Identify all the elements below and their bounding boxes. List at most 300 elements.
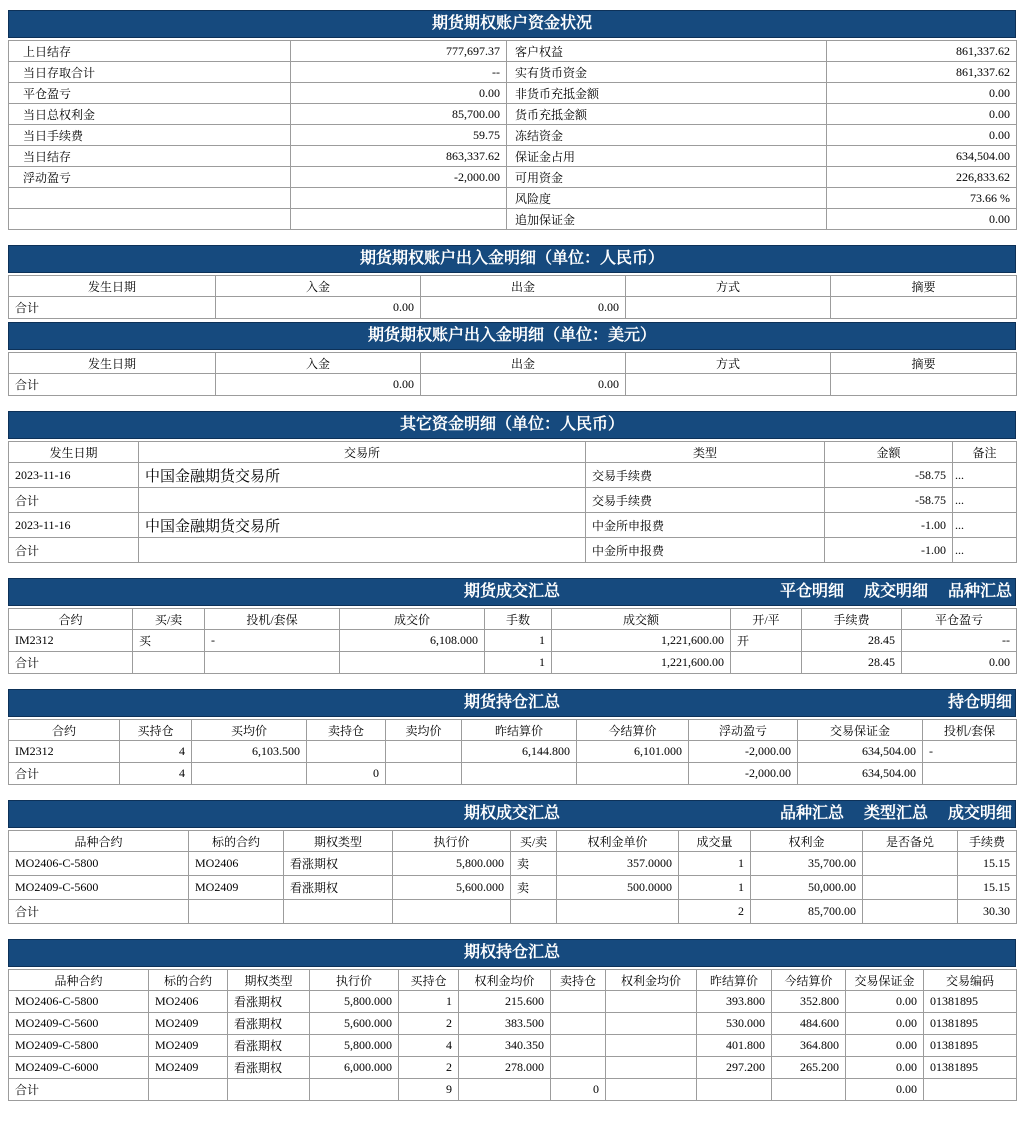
table-row [9, 763, 1017, 785]
cell: 5,800.000 [393, 852, 511, 876]
cell: 634,504.00 [798, 741, 923, 763]
cell: 6,000.000 [310, 1057, 399, 1079]
table-body [9, 852, 1017, 924]
cell [831, 374, 1017, 396]
cell: 中国金融期货交易所 [139, 513, 586, 538]
column-header: 卖均价 [386, 720, 462, 741]
cell [9, 209, 291, 230]
cell: 634,504.00 [798, 763, 923, 785]
cell [511, 900, 557, 924]
cell: MO2409 [189, 876, 284, 900]
cell [310, 1079, 399, 1101]
column-header: 入金 [216, 276, 421, 297]
column-header: 品种合约 [9, 970, 149, 991]
cell: -2,000.00 [291, 167, 507, 188]
fund-status-section [8, 10, 1016, 230]
cell: 看涨期权 [228, 1057, 310, 1079]
cell: 861,337.62 [827, 41, 1017, 62]
cell [139, 488, 586, 513]
cell: 6,103.500 [192, 741, 307, 763]
cell: 4 [120, 763, 192, 785]
cell: 0.00 [846, 1013, 924, 1035]
cell [606, 1079, 697, 1101]
column-header: 是否备兑 [863, 831, 958, 852]
cell [291, 188, 507, 209]
cell: 当日结存 [9, 146, 291, 167]
column-header: 标的合约 [189, 831, 284, 852]
cell: 215.600 [459, 991, 551, 1013]
table-row [9, 1035, 1017, 1057]
cell: 01381895 [924, 991, 1017, 1013]
cell: 1 [399, 991, 459, 1013]
column-header: 平仓盈亏 [902, 609, 1017, 630]
cell: 863,337.62 [291, 146, 507, 167]
cell [551, 1057, 606, 1079]
table-body [9, 374, 1017, 396]
table-row [9, 991, 1017, 1013]
cash-flow-cny-title-bar [8, 245, 1016, 273]
column-header: 发生日期 [9, 276, 216, 297]
cell: 297.200 [697, 1057, 772, 1079]
other-funds-table [8, 441, 1017, 563]
cell: MO2409-C-5800 [9, 1035, 149, 1057]
cell [551, 991, 606, 1013]
table-row [9, 463, 1017, 488]
cell: 风险度 [507, 188, 827, 209]
cell: 0.00 [846, 1079, 924, 1101]
table-header-row [9, 831, 1017, 852]
cell: 0.00 [216, 297, 421, 319]
table-row [9, 652, 1017, 674]
cell: 15.15 [958, 852, 1017, 876]
cell: MO2406-C-5800 [9, 991, 149, 1013]
cell [139, 538, 586, 563]
cell: 上日结存 [9, 41, 291, 62]
table-row [9, 62, 1017, 83]
section-title: 期货持仓汇总 [463, 694, 560, 711]
cell [577, 763, 689, 785]
column-header: 交易保证金 [798, 720, 923, 741]
cell: 30.30 [958, 900, 1017, 924]
cell: 5,600.000 [310, 1013, 399, 1035]
cell: 客户权益 [507, 41, 827, 62]
cell: MO2409 [149, 1013, 228, 1035]
cell: 6,101.000 [577, 741, 689, 763]
column-header: 昨结算价 [697, 970, 772, 991]
cell: 中金所申报费 [586, 538, 825, 563]
cell: 5,600.000 [393, 876, 511, 900]
table-body [9, 741, 1017, 785]
column-header: 金额 [825, 442, 953, 463]
section-title: 期货期权账户出入金明细（单位：美元） [367, 327, 656, 344]
cell: 28.45 [802, 652, 902, 674]
cell: 4 [399, 1035, 459, 1057]
cell: 合计 [9, 374, 216, 396]
column-header: 交易保证金 [846, 970, 924, 991]
column-header: 出金 [421, 353, 626, 374]
cell: -- [902, 630, 1017, 652]
column-header: 合约 [9, 609, 133, 630]
column-header: 交易所 [139, 442, 586, 463]
cell [192, 763, 307, 785]
cell: -58.75 [825, 488, 953, 513]
cell: 357.0000 [557, 852, 679, 876]
options-trades-table [8, 830, 1017, 924]
table-row [9, 513, 1017, 538]
cell: IM2312 [9, 741, 120, 763]
cell [606, 1013, 697, 1035]
cell: 合计 [9, 763, 120, 785]
link-close-detail[interactable]: 平仓明细 [779, 583, 844, 600]
cell [923, 763, 1017, 785]
cell: -1.00 [825, 538, 953, 563]
cell: 50,000.00 [751, 876, 863, 900]
cell: 实有货币资金 [507, 62, 827, 83]
column-header: 品种合约 [9, 831, 189, 852]
cell: 可用资金 [507, 167, 827, 188]
column-header: 买/卖 [511, 831, 557, 852]
cell: 861,337.62 [827, 62, 1017, 83]
column-header: 交易编码 [924, 970, 1017, 991]
column-header: 执行价 [393, 831, 511, 852]
table-row [9, 1057, 1017, 1079]
cell: 0.00 [421, 297, 626, 319]
cell: 合计 [9, 652, 133, 674]
cell: 合计 [9, 900, 189, 924]
cell: ... [953, 538, 1017, 563]
cash-flow-cny-section [8, 245, 1016, 319]
link-variety-summary[interactable]: 品种汇总 [779, 805, 844, 822]
cell: 中国金融期货交易所 [139, 463, 586, 488]
table-header-row [9, 970, 1017, 991]
column-header: 卖持仓 [307, 720, 386, 741]
column-header: 期权类型 [284, 831, 393, 852]
cell [626, 374, 831, 396]
cell: ... [953, 488, 1017, 513]
cell [9, 188, 291, 209]
cell: 2 [679, 900, 751, 924]
cell: 6,144.800 [462, 741, 577, 763]
table-row [9, 876, 1017, 900]
table-row [9, 167, 1017, 188]
table-header-row [9, 720, 1017, 741]
column-header: 投机/套保 [205, 609, 340, 630]
options-trades-section [8, 800, 1016, 924]
cell: 73.66 % [827, 188, 1017, 209]
column-header: 出金 [421, 276, 626, 297]
cell: 226,833.62 [827, 167, 1017, 188]
cell [772, 1079, 846, 1101]
table-body [9, 630, 1017, 674]
table-body [9, 991, 1017, 1101]
table-row [9, 125, 1017, 146]
cell [606, 1035, 697, 1057]
section-title: 期货期权账户出入金明细（单位：人民币） [359, 250, 664, 267]
cell: MO2409 [149, 1057, 228, 1079]
cell: 35,700.00 [751, 852, 863, 876]
other-funds-title-bar [8, 411, 1016, 439]
cell [551, 1035, 606, 1057]
cell: -- [291, 62, 507, 83]
cell [606, 1057, 697, 1079]
table-row [9, 488, 1017, 513]
column-header: 备注 [953, 442, 1017, 463]
cell: 0.00 [827, 125, 1017, 146]
cell [284, 900, 393, 924]
cell [307, 741, 386, 763]
cell [149, 1079, 228, 1101]
section-title: 期货期权账户资金状况 [431, 15, 592, 32]
column-header: 买均价 [192, 720, 307, 741]
cell: -1.00 [825, 513, 953, 538]
cell: 401.800 [697, 1035, 772, 1057]
cell: 合计 [9, 297, 216, 319]
table-header-row [9, 442, 1017, 463]
cell: 看涨期权 [228, 991, 310, 1013]
table-row [9, 1013, 1017, 1035]
cell: 交易手续费 [586, 463, 825, 488]
cell: MO2409-C-5600 [9, 1013, 149, 1035]
cell: 卖 [511, 876, 557, 900]
link-variety-summary[interactable]: 品种汇总 [947, 583, 1012, 600]
table-row [9, 741, 1017, 763]
cell: 01381895 [924, 1035, 1017, 1057]
cell [697, 1079, 772, 1101]
cell [133, 652, 205, 674]
cell: 当日存取合计 [9, 62, 291, 83]
cell: -2,000.00 [689, 763, 798, 785]
cell [863, 852, 958, 876]
table-row [9, 41, 1017, 62]
cell: 交易手续费 [586, 488, 825, 513]
cell: 1 [679, 852, 751, 876]
title-bar-links [932, 690, 1012, 716]
column-header: 手续费 [958, 831, 1017, 852]
cell: 530.000 [697, 1013, 772, 1035]
cell [626, 297, 831, 319]
cell: MO2406 [149, 991, 228, 1013]
fund-status-title-bar [8, 10, 1016, 38]
column-header: 卖持仓 [551, 970, 606, 991]
cell: 0.00 [827, 104, 1017, 125]
fund-status-table [8, 40, 1017, 230]
cell: 634,504.00 [827, 146, 1017, 167]
table-row [9, 209, 1017, 230]
futures-positions-table [8, 719, 1017, 785]
cell: 保证金占用 [507, 146, 827, 167]
cell: 01381895 [924, 1013, 1017, 1035]
cell: 4 [120, 741, 192, 763]
cell: 59.75 [291, 125, 507, 146]
table-row [9, 630, 1017, 652]
cell: MO2406 [189, 852, 284, 876]
cash-flow-usd-table [8, 352, 1017, 396]
table-body [9, 297, 1017, 319]
column-header: 成交量 [679, 831, 751, 852]
cell: MO2409-C-5600 [9, 876, 189, 900]
column-header: 权利金 [751, 831, 863, 852]
title-bar-links [764, 801, 1012, 827]
cell: 340.350 [459, 1035, 551, 1057]
cell: 383.500 [459, 1013, 551, 1035]
cell [831, 297, 1017, 319]
cell [393, 900, 511, 924]
cell [205, 652, 340, 674]
cell [462, 763, 577, 785]
cell [557, 900, 679, 924]
cell: 5,800.000 [310, 991, 399, 1013]
table-row [9, 1079, 1017, 1101]
cell [606, 991, 697, 1013]
link-trade-detail[interactable]: 成交明细 [947, 805, 1012, 822]
table-row [9, 83, 1017, 104]
table-row [9, 374, 1017, 396]
column-header: 摘要 [831, 353, 1017, 374]
column-header: 买/卖 [133, 609, 205, 630]
link-position-detail[interactable]: 持仓明细 [947, 694, 1012, 711]
column-header: 今结算价 [577, 720, 689, 741]
options-positions-section [8, 939, 1016, 1101]
cell: 合计 [9, 488, 139, 513]
cash-flow-cny-table [8, 275, 1017, 319]
options-positions-title-bar [8, 939, 1016, 967]
table-row [9, 297, 1017, 319]
section-title: 期权持仓汇总 [463, 944, 560, 961]
link-type-summary[interactable]: 类型汇总 [863, 805, 928, 822]
cell: 1,221,600.00 [552, 652, 731, 674]
cell: 5,800.000 [310, 1035, 399, 1057]
link-trade-detail[interactable]: 成交明细 [863, 583, 928, 600]
cell: 0 [307, 763, 386, 785]
cell: 2023-11-16 [9, 463, 139, 488]
cell: 01381895 [924, 1057, 1017, 1079]
column-header: 今结算价 [772, 970, 846, 991]
futures-trades-section [8, 578, 1016, 674]
cell [731, 652, 802, 674]
cell: 0.00 [291, 83, 507, 104]
cell: 265.200 [772, 1057, 846, 1079]
cell: 看涨期权 [284, 852, 393, 876]
cell [386, 741, 462, 763]
column-header: 合约 [9, 720, 120, 741]
cell: 2 [399, 1057, 459, 1079]
cell: - [923, 741, 1017, 763]
column-header: 手续费 [802, 609, 902, 630]
cell: 看涨期权 [228, 1013, 310, 1035]
cell: 中金所申报费 [586, 513, 825, 538]
cell: 当日手续费 [9, 125, 291, 146]
column-header: 买持仓 [120, 720, 192, 741]
cell [340, 652, 485, 674]
title-bar-links [764, 579, 1012, 605]
cell [228, 1079, 310, 1101]
cell: - [205, 630, 340, 652]
cell: MO2409 [149, 1035, 228, 1057]
cell: 0.00 [902, 652, 1017, 674]
cell: 2 [399, 1013, 459, 1035]
cell: 合计 [9, 1079, 149, 1101]
futures-positions-title-bar [8, 689, 1016, 717]
column-header: 期权类型 [228, 970, 310, 991]
cell: 当日总权利金 [9, 104, 291, 125]
cell: MO2409-C-6000 [9, 1057, 149, 1079]
cell: 1,221,600.00 [552, 630, 731, 652]
table-header-row [9, 276, 1017, 297]
cell: -2,000.00 [689, 741, 798, 763]
cell: 0.00 [846, 1035, 924, 1057]
cell: 0.00 [846, 991, 924, 1013]
cell: 352.800 [772, 991, 846, 1013]
cell: 1 [485, 652, 552, 674]
table-row [9, 188, 1017, 209]
cell: MO2406-C-5800 [9, 852, 189, 876]
table-row [9, 146, 1017, 167]
cell: 364.800 [772, 1035, 846, 1057]
cell [459, 1079, 551, 1101]
table-body [9, 41, 1017, 230]
cell: 9 [399, 1079, 459, 1101]
column-header: 投机/套保 [923, 720, 1017, 741]
cell: 开 [731, 630, 802, 652]
column-header: 权利金均价 [459, 970, 551, 991]
section-title: 其它资金明细（单位：人民币） [399, 416, 624, 433]
cell: 500.0000 [557, 876, 679, 900]
cell: 2023-11-16 [9, 513, 139, 538]
cell: 278.000 [459, 1057, 551, 1079]
cell: 0.00 [421, 374, 626, 396]
column-header: 浮动盈亏 [689, 720, 798, 741]
cell: 浮动盈亏 [9, 167, 291, 188]
section-title: 期权成交汇总 [463, 805, 560, 822]
cell: 看涨期权 [284, 876, 393, 900]
table-row [9, 900, 1017, 924]
column-header: 标的合约 [149, 970, 228, 991]
column-header: 发生日期 [9, 353, 216, 374]
futures-trades-title-bar [8, 578, 1016, 606]
cell: 0.00 [827, 83, 1017, 104]
column-header: 发生日期 [9, 442, 139, 463]
cell [386, 763, 462, 785]
table-row [9, 538, 1017, 563]
table-header-row [9, 353, 1017, 374]
cash-flow-usd-section [8, 322, 1016, 396]
column-header: 方式 [626, 276, 831, 297]
cell: 0.00 [827, 209, 1017, 230]
cell: 0.00 [216, 374, 421, 396]
cell: 平仓盈亏 [9, 83, 291, 104]
column-header: 方式 [626, 353, 831, 374]
cell: -58.75 [825, 463, 953, 488]
cell: 非货币充抵金额 [507, 83, 827, 104]
cell: 合计 [9, 538, 139, 563]
section-title: 期货成交汇总 [463, 583, 560, 600]
cell: 0 [551, 1079, 606, 1101]
cell [551, 1013, 606, 1035]
cell: 85,700.00 [751, 900, 863, 924]
column-header: 开/平 [731, 609, 802, 630]
cell [863, 900, 958, 924]
futures-trades-table [8, 608, 1017, 674]
cell: 1 [485, 630, 552, 652]
cell: ... [953, 513, 1017, 538]
column-header: 成交额 [552, 609, 731, 630]
cell: 393.800 [697, 991, 772, 1013]
cell: 冻结资金 [507, 125, 827, 146]
table-row [9, 852, 1017, 876]
column-header: 类型 [586, 442, 825, 463]
cash-flow-usd-title-bar [8, 322, 1016, 350]
cell [924, 1079, 1017, 1101]
